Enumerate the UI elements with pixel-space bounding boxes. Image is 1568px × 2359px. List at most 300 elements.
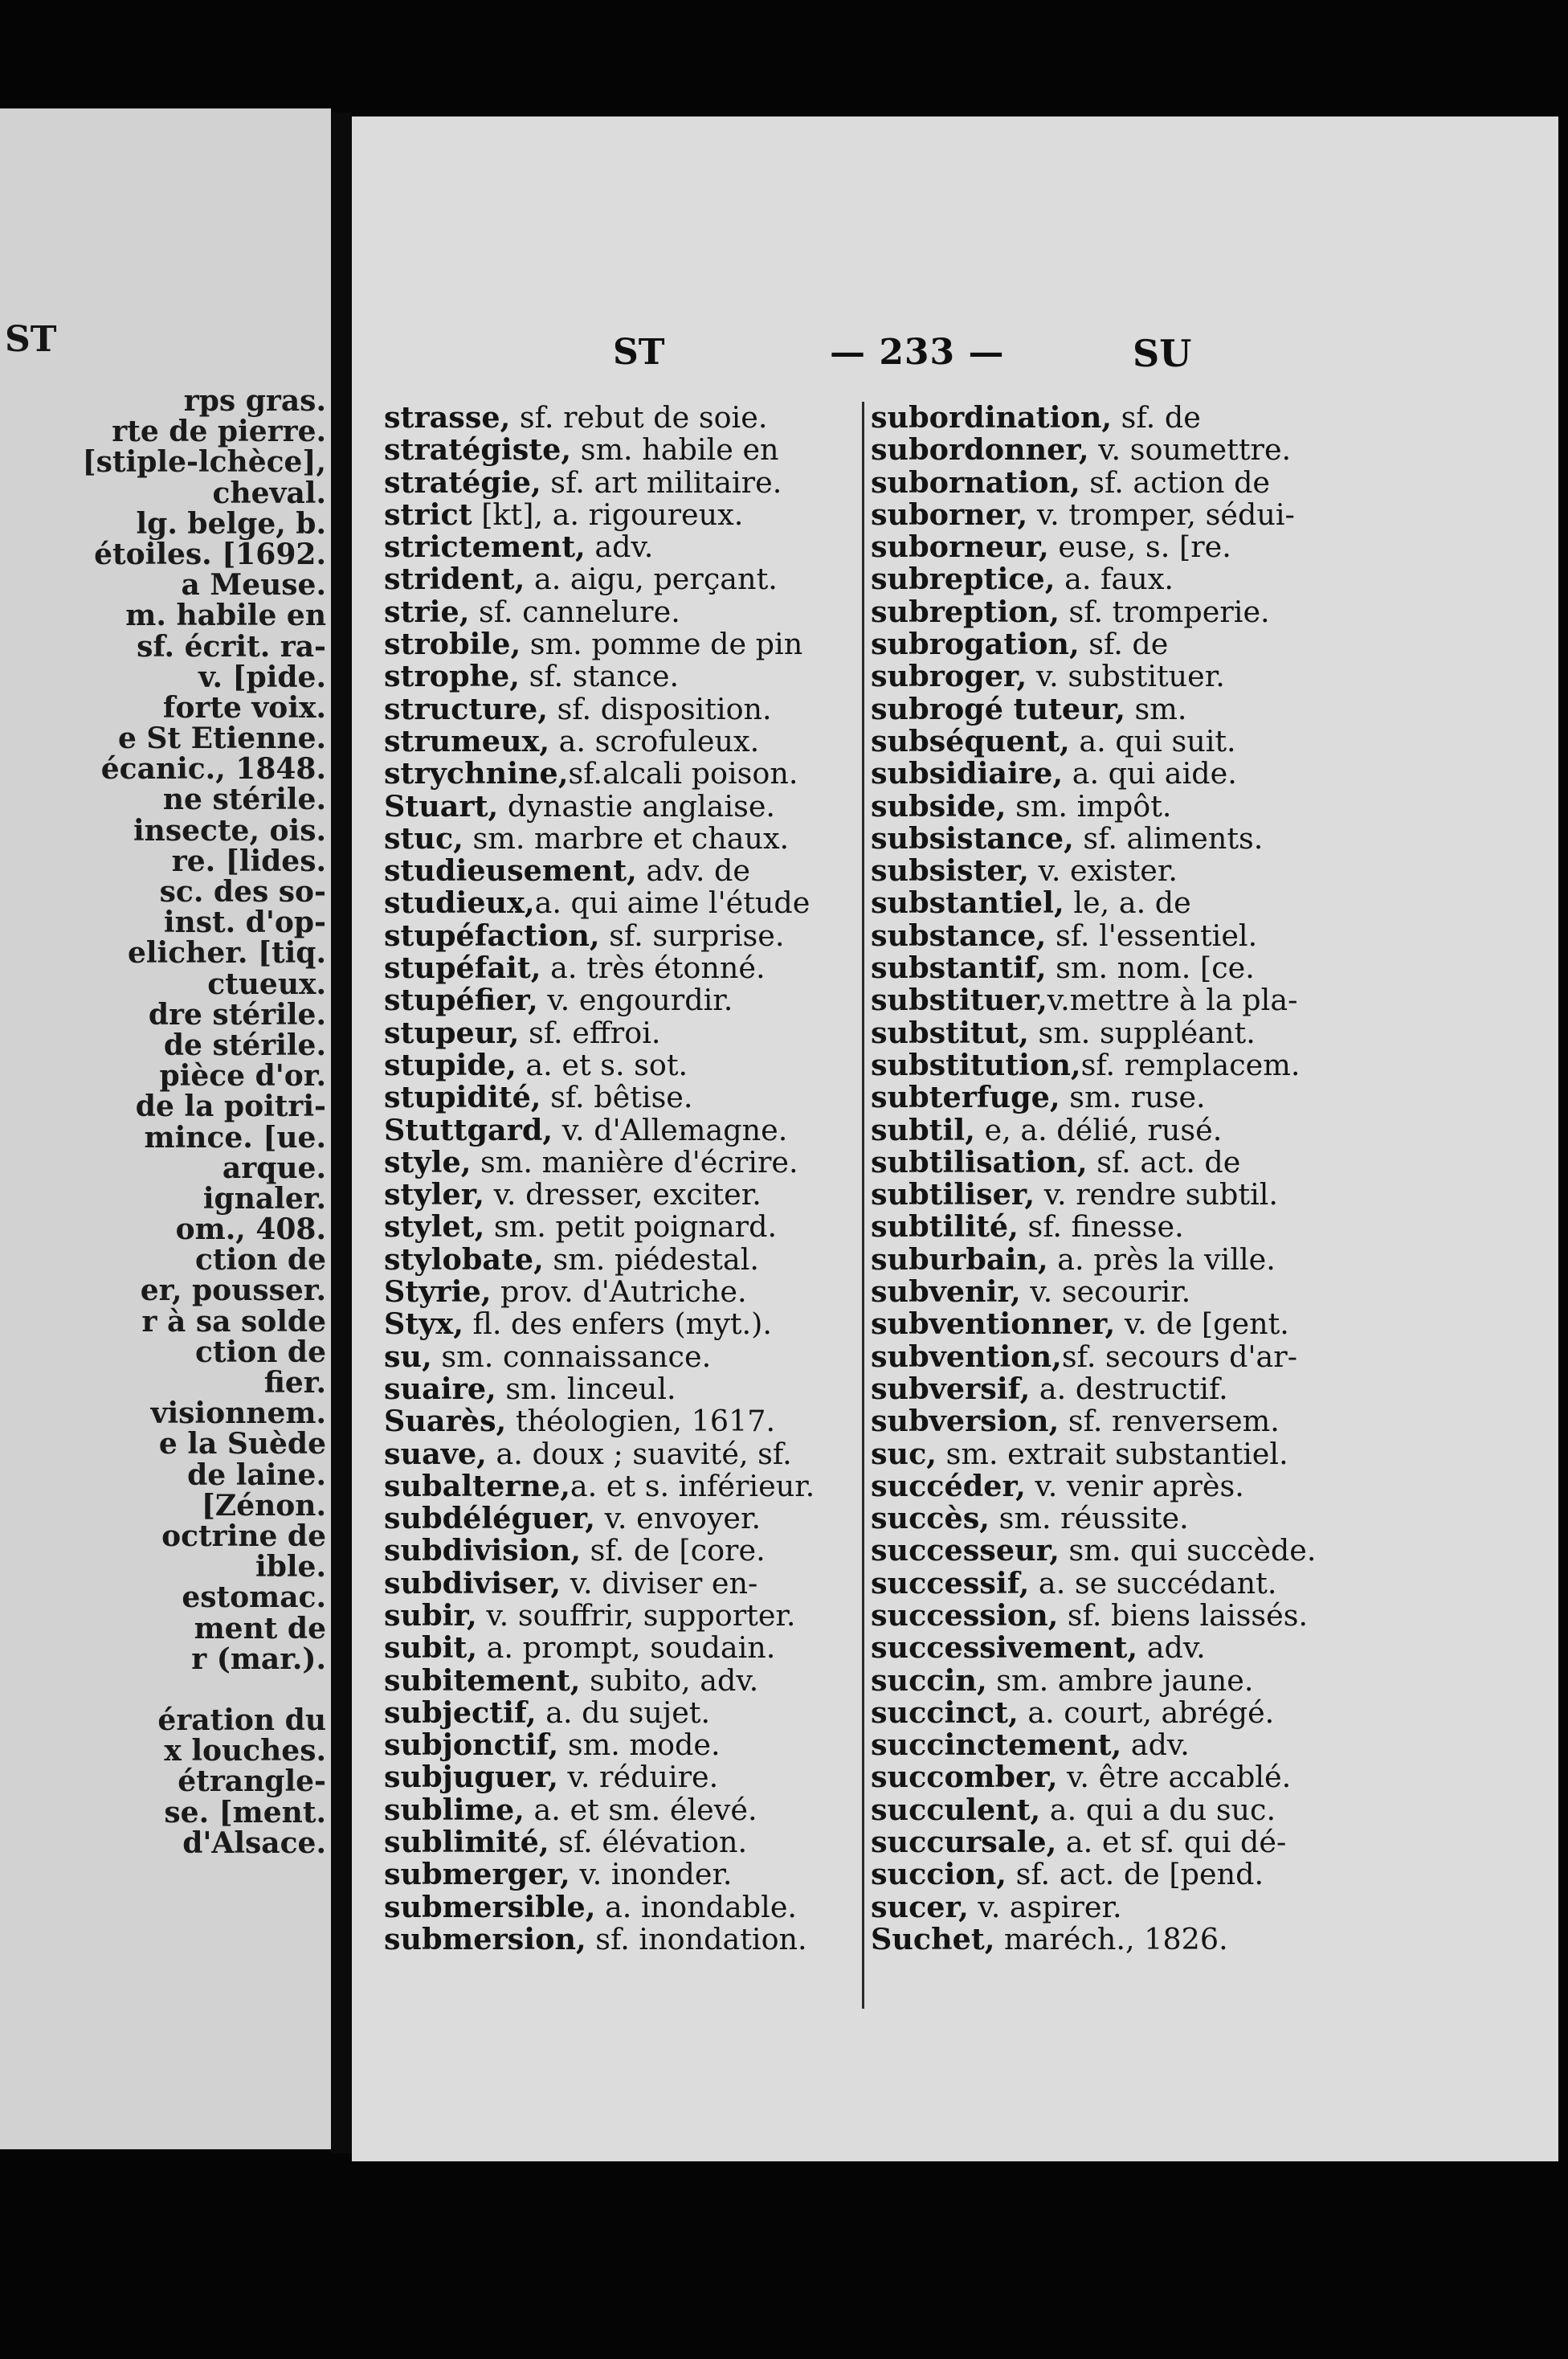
entry-definition: a. qui a du suc. bbox=[1040, 1792, 1276, 1827]
entry-headword: subside, bbox=[871, 788, 1007, 824]
dictionary-entry bbox=[384, 1276, 882, 1308]
previous-page-line: insecte, ois. bbox=[133, 813, 326, 848]
entry-headword: subreption, bbox=[871, 594, 1060, 629]
entry-headword: subalterne, bbox=[384, 1468, 570, 1503]
entry-headword: strychnine, bbox=[384, 756, 569, 791]
dictionary-entry bbox=[384, 1308, 882, 1340]
dictionary-entry bbox=[384, 563, 882, 595]
dictionary-entry bbox=[871, 1826, 1433, 1858]
entry-headword: subsister, bbox=[871, 853, 1029, 889]
page-number: — 233 — bbox=[830, 332, 1005, 373]
entry-headword: subtilisation, bbox=[871, 1144, 1088, 1180]
entry-headword: Suchet, bbox=[871, 1921, 995, 1956]
dictionary-entry bbox=[384, 1114, 882, 1147]
dictionary-entry bbox=[384, 464, 882, 500]
entry-headword: stupéfier, bbox=[384, 983, 538, 1018]
entry-headword: substitution, bbox=[871, 1047, 1081, 1082]
entry-definition: sf. effroi. bbox=[519, 1015, 661, 1050]
entry-definition: sf. renversem. bbox=[1059, 1404, 1280, 1439]
entry-headword: strophe, bbox=[384, 659, 520, 694]
entry-definition: adv. bbox=[1121, 1727, 1190, 1763]
entry-headword: succession, bbox=[871, 1597, 1059, 1633]
entry-headword: suaire, bbox=[384, 1371, 496, 1406]
dictionary-entry bbox=[384, 984, 882, 1016]
entry-definition: sf. l'essentiel. bbox=[1046, 918, 1258, 953]
entry-headword: Stuart, bbox=[384, 788, 499, 824]
previous-page-line: octrine de bbox=[161, 1519, 326, 1553]
dictionary-entry bbox=[384, 758, 882, 790]
dictionary-entry bbox=[384, 660, 882, 693]
entry-headword: subreptice, bbox=[871, 562, 1056, 597]
dictionary-entry bbox=[384, 723, 882, 758]
entry-headword: subordonner, bbox=[871, 432, 1089, 468]
previous-page-line: inst. d'op- bbox=[163, 906, 326, 940]
dictionary-entry bbox=[871, 402, 1433, 434]
entry-headword: subséquent, bbox=[871, 723, 1070, 758]
dictionary-entry bbox=[871, 1179, 1433, 1211]
dictionary-entry bbox=[871, 1858, 1433, 1891]
entry-headword: structure, bbox=[384, 691, 548, 726]
entry-headword: subjuguer, bbox=[384, 1760, 558, 1795]
previous-page-line: visionnem. bbox=[150, 1396, 326, 1431]
previous-page-line: de stérile. bbox=[163, 1028, 326, 1062]
entry-headword: succion, bbox=[871, 1857, 1007, 1892]
entry-headword: successivement, bbox=[871, 1630, 1138, 1666]
previous-page-line: pièce d'or. bbox=[159, 1059, 326, 1094]
previous-page-line: [Zénon. bbox=[201, 1488, 326, 1523]
entry-headword: Stuttgard, bbox=[384, 1112, 553, 1147]
entry-definition: v. être accablé. bbox=[1057, 1760, 1292, 1795]
entry-definition: sf. cannelure. bbox=[469, 594, 680, 629]
previous-page-line: dre stérile. bbox=[148, 997, 326, 1032]
entry-definition: sf. act. de bbox=[1087, 1144, 1241, 1180]
entry-headword: successeur, bbox=[871, 1533, 1060, 1568]
dictionary-entry bbox=[871, 1794, 1433, 1826]
entry-definition: v. de [gent. bbox=[1115, 1306, 1289, 1342]
dictionary-entry bbox=[384, 402, 882, 434]
dictionary-page bbox=[352, 117, 1558, 2161]
previous-page-line: ction de bbox=[194, 1335, 326, 1369]
dictionary-entry bbox=[871, 820, 1433, 856]
entry-headword: stuc, bbox=[384, 820, 463, 856]
dictionary-entry bbox=[871, 499, 1433, 531]
dictionary-entry bbox=[871, 464, 1433, 500]
entry-headword: substantiel, bbox=[871, 885, 1064, 921]
entry-headword: subdiviser, bbox=[384, 1565, 561, 1601]
entry-headword: stratégie, bbox=[384, 464, 541, 500]
dictionary-entry bbox=[384, 855, 882, 887]
entry-definition: sf. stance. bbox=[519, 659, 680, 694]
entry-headword: strumeux, bbox=[384, 723, 550, 758]
dictionary-entry bbox=[384, 788, 882, 824]
dictionary-entry bbox=[384, 531, 882, 563]
dictionary-entry bbox=[384, 1341, 882, 1373]
entry-headword: subroger, bbox=[871, 659, 1027, 694]
entry-definition: sm. ambre jaune. bbox=[986, 1662, 1254, 1698]
dictionary-entry bbox=[871, 693, 1433, 726]
dictionary-entry bbox=[871, 1761, 1433, 1793]
entry-definition: prov. d'Autriche. bbox=[491, 1274, 747, 1310]
entry-headword: subtil, bbox=[871, 1112, 975, 1147]
entry-headword: subventionner, bbox=[871, 1306, 1116, 1342]
entry-definition: v. dresser, exciter. bbox=[484, 1177, 762, 1212]
entry-definition: sm. pomme de pin bbox=[521, 627, 803, 662]
dictionary-entry bbox=[871, 1144, 1433, 1180]
entry-definition: sf. action de bbox=[1080, 464, 1271, 500]
dictionary-entry bbox=[871, 1341, 1433, 1373]
entry-definition: sm. habile en bbox=[571, 432, 779, 468]
entry-definition: sf. secours d'ar- bbox=[1061, 1339, 1298, 1374]
dictionary-entry bbox=[384, 887, 882, 919]
dictionary-entry bbox=[871, 1081, 1433, 1114]
column-left bbox=[384, 402, 882, 1956]
previous-page-line: rte de pierre. bbox=[112, 415, 326, 449]
dictionary-entry bbox=[384, 1858, 882, 1891]
previous-page-line: ération du bbox=[157, 1703, 326, 1738]
dictionary-entry bbox=[384, 1241, 882, 1277]
entry-headword: stupéfait, bbox=[384, 951, 541, 986]
dictionary-entry bbox=[384, 952, 882, 984]
entry-headword: successif, bbox=[871, 1565, 1030, 1601]
previous-page-line: lg. belge, b. bbox=[136, 506, 326, 541]
dictionary-entry bbox=[384, 1502, 882, 1535]
entry-headword: subir, bbox=[384, 1597, 477, 1633]
previous-page-line: ctueux. bbox=[207, 967, 326, 1001]
entry-headword: submerger, bbox=[384, 1857, 570, 1892]
entry-definition: fl. des enfers (myt.). bbox=[463, 1306, 772, 1342]
entry-headword: subvention, bbox=[871, 1339, 1062, 1374]
dictionary-entry bbox=[384, 1017, 882, 1049]
dictionary-entry bbox=[384, 1405, 882, 1437]
dictionary-entry bbox=[871, 1729, 1433, 1761]
dictionary-entry bbox=[871, 855, 1433, 887]
entry-definition: v. engourdir. bbox=[537, 983, 733, 1018]
entry-definition: sm. extrait substantiel. bbox=[937, 1436, 1288, 1471]
entry-definition: sf. tromperie. bbox=[1059, 594, 1270, 629]
entry-headword: subdéléguer, bbox=[384, 1501, 596, 1536]
previous-page-line: mince. [ue. bbox=[144, 1120, 326, 1155]
entry-definition: v. venir après. bbox=[1025, 1468, 1244, 1503]
dictionary-entry bbox=[871, 723, 1433, 758]
dictionary-entry bbox=[871, 1470, 1433, 1502]
entry-headword: succinctement, bbox=[871, 1727, 1122, 1763]
entry-definition: sf. disposition. bbox=[547, 691, 772, 726]
dictionary-entry bbox=[871, 1891, 1433, 1924]
entry-definition: a. inondable. bbox=[595, 1889, 798, 1924]
previous-page-line: x louches. bbox=[164, 1734, 326, 1768]
entry-headword: subjectif, bbox=[384, 1695, 537, 1730]
entry-headword: stupéfaction, bbox=[384, 918, 600, 953]
entry-headword: subdivision, bbox=[384, 1533, 582, 1568]
entry-headword: subitement, bbox=[384, 1662, 581, 1698]
dictionary-entry bbox=[384, 1697, 882, 1729]
dictionary-entry bbox=[384, 1826, 882, 1858]
entry-headword: Suarès, bbox=[384, 1404, 507, 1439]
dictionary-entry bbox=[384, 1211, 882, 1243]
entry-definition: v. inonder. bbox=[570, 1857, 733, 1892]
entry-definition: sm. bbox=[1125, 691, 1187, 726]
dictionary-entry bbox=[384, 1373, 882, 1405]
previous-page-line: étrangle- bbox=[178, 1764, 326, 1799]
entry-headword: succomber, bbox=[871, 1760, 1058, 1795]
entry-definition: a. prompt, soudain. bbox=[477, 1630, 776, 1666]
dictionary-entry bbox=[384, 1470, 882, 1502]
previous-page-line: ment de bbox=[194, 1611, 326, 1646]
dictionary-entry bbox=[871, 1502, 1433, 1535]
entry-definition: dynastie anglaise. bbox=[498, 788, 776, 824]
entry-definition: sm. piédestal. bbox=[543, 1241, 759, 1277]
entry-headword: subrogation, bbox=[871, 627, 1080, 662]
dictionary-entry bbox=[871, 920, 1433, 952]
entry-definition: sf. rebut de soie. bbox=[510, 400, 768, 435]
entry-headword: studieusement, bbox=[384, 853, 637, 889]
entry-headword: Styx, bbox=[384, 1306, 463, 1342]
previous-page-line: d'Alsace. bbox=[182, 1825, 326, 1860]
entry-headword: suborner, bbox=[871, 497, 1028, 532]
entry-definition: [kt], a. rigoureux. bbox=[472, 497, 744, 532]
entry-definition: sf. art militaire. bbox=[541, 464, 782, 500]
entry-headword: strident, bbox=[384, 562, 525, 597]
entry-definition: a. court, abrégé. bbox=[1018, 1695, 1275, 1730]
previous-page-line: e St Etienne. bbox=[117, 722, 326, 756]
entry-headword: suave, bbox=[384, 1436, 487, 1471]
entry-headword: stupidité, bbox=[384, 1080, 541, 1115]
entry-definition: adv. bbox=[1137, 1630, 1206, 1666]
dictionary-entry bbox=[871, 1017, 1433, 1049]
entry-definition: sm. petit poignard. bbox=[484, 1209, 778, 1245]
entry-headword: stylobate, bbox=[384, 1241, 544, 1277]
entry-headword: style, bbox=[384, 1144, 472, 1180]
previous-page-line: de laine. bbox=[187, 1458, 326, 1492]
entry-headword: styler, bbox=[384, 1177, 484, 1212]
entry-definition: a. faux. bbox=[1055, 562, 1174, 597]
previous-page-line: v. [pide. bbox=[198, 660, 326, 694]
dictionary-entry bbox=[871, 628, 1433, 660]
previous-page-line: ignaler. bbox=[202, 1181, 326, 1216]
entry-headword: succéder, bbox=[871, 1468, 1026, 1503]
entry-headword: strictement, bbox=[384, 529, 586, 565]
previous-page-line: rps gras. bbox=[183, 384, 326, 418]
dictionary-entry bbox=[871, 1438, 1433, 1470]
entry-definition: a. destructif. bbox=[1030, 1371, 1228, 1406]
entry-headword: substance, bbox=[871, 918, 1047, 953]
entry-definition: sf. de [core. bbox=[581, 1533, 766, 1568]
entry-headword: sucer, bbox=[871, 1889, 969, 1924]
dictionary-entry bbox=[384, 1632, 882, 1664]
column-right bbox=[871, 402, 1433, 1956]
entry-definition: sf. inondation. bbox=[586, 1921, 807, 1956]
entry-headword: suc, bbox=[871, 1436, 937, 1471]
previous-page-line: de la poitri- bbox=[135, 1090, 326, 1124]
entry-headword: subjonctif, bbox=[384, 1727, 559, 1763]
entry-headword: subtilité, bbox=[871, 1209, 1019, 1245]
entry-headword: subversion, bbox=[871, 1404, 1060, 1439]
previous-page-line: cheval. bbox=[212, 476, 326, 510]
previous-page-line bbox=[0, 1674, 326, 1705]
entry-definition: a. près la ville. bbox=[1047, 1241, 1276, 1277]
dictionary-entry bbox=[384, 1729, 882, 1761]
previous-page-line: r à sa solde bbox=[141, 1304, 326, 1339]
entry-definition: sm. connaissance. bbox=[431, 1339, 712, 1374]
entry-headword: succinct, bbox=[871, 1695, 1019, 1730]
dictionary-entry bbox=[871, 984, 1433, 1016]
entry-headword: substantif, bbox=[871, 951, 1047, 986]
entry-definition: sm. suppléant. bbox=[1028, 1015, 1256, 1050]
entry-definition: sf. bêtise. bbox=[541, 1080, 693, 1115]
entry-definition: sm. linceul. bbox=[496, 1371, 676, 1406]
dictionary-entry bbox=[871, 1632, 1433, 1664]
entry-definition: sf. de bbox=[1079, 627, 1169, 662]
entry-headword: substitut, bbox=[871, 1015, 1029, 1050]
dictionary-entry bbox=[871, 1049, 1433, 1081]
dictionary-entry bbox=[384, 1179, 882, 1211]
entry-headword: subsidiaire, bbox=[871, 756, 1064, 791]
dictionary-entry bbox=[871, 596, 1433, 628]
entry-headword: sublime, bbox=[384, 1792, 525, 1827]
previous-page-line: arque. bbox=[222, 1151, 326, 1185]
dictionary-entry bbox=[871, 952, 1433, 984]
entry-headword: subterfuge, bbox=[871, 1080, 1060, 1115]
previous-page-line: e la Suède bbox=[158, 1427, 326, 1462]
entry-definition: v.mettre à la pla- bbox=[1047, 983, 1298, 1018]
entry-headword: subit, bbox=[384, 1630, 478, 1666]
previous-page-line: ction de bbox=[194, 1243, 326, 1278]
entry-definition: sm. manière d'écrire. bbox=[471, 1144, 798, 1180]
entry-definition: e, a. délié, rusé. bbox=[974, 1112, 1223, 1147]
entry-definition: v. réduire. bbox=[557, 1760, 719, 1795]
entry-definition: sf. act. de [pend. bbox=[1007, 1857, 1264, 1892]
entry-definition: a. du sujet. bbox=[536, 1695, 711, 1730]
entry-definition: le, a. de bbox=[1064, 885, 1191, 921]
previous-page-text bbox=[0, 386, 326, 1858]
dictionary-entry bbox=[384, 693, 882, 726]
dictionary-entry bbox=[384, 1144, 882, 1180]
entry-definition: sm. marbre et chaux. bbox=[463, 820, 790, 856]
entry-definition: a. qui aide. bbox=[1063, 756, 1237, 791]
entry-headword: strie, bbox=[384, 594, 470, 629]
previous-page-line: ible. bbox=[255, 1550, 326, 1584]
entry-definition: a. se succédant. bbox=[1029, 1565, 1277, 1601]
entry-definition: a. et sm. élevé. bbox=[524, 1792, 757, 1827]
entry-definition: sf. élévation. bbox=[549, 1825, 748, 1860]
entry-definition: sf. aliments. bbox=[1073, 820, 1264, 856]
entry-headword: submersible, bbox=[384, 1889, 596, 1924]
entry-headword: su, bbox=[384, 1339, 432, 1374]
entry-headword: succursale, bbox=[871, 1825, 1057, 1860]
dictionary-entry bbox=[871, 1697, 1433, 1729]
entry-headword: strasse, bbox=[384, 400, 511, 435]
dictionary-entry bbox=[871, 788, 1433, 824]
entry-definition: a. qui suit. bbox=[1069, 723, 1236, 758]
entry-headword: suborneur, bbox=[871, 529, 1049, 565]
dictionary-entry bbox=[384, 1081, 882, 1114]
previous-page-line: m. habile en bbox=[125, 599, 326, 633]
entry-definition: sm. ruse. bbox=[1060, 1080, 1206, 1115]
previous-page-line: r (mar.). bbox=[191, 1641, 326, 1676]
dictionary-entry bbox=[871, 1535, 1433, 1567]
entry-headword: sublimité, bbox=[384, 1825, 549, 1860]
previous-page-line: étoiles. [1692. bbox=[94, 537, 326, 571]
dictionary-entry bbox=[871, 1114, 1433, 1147]
entry-definition: sm. mode. bbox=[558, 1727, 721, 1763]
dictionary-entry bbox=[871, 1662, 1433, 1698]
previous-page-line: [stiple-lchèce], bbox=[82, 445, 326, 480]
entry-definition: v. diviser en- bbox=[561, 1565, 758, 1601]
entry-headword: stratégiste, bbox=[384, 432, 572, 468]
entry-definition: sm. impôt. bbox=[1006, 788, 1172, 824]
previous-page-line: se. [ment. bbox=[164, 1795, 326, 1830]
entry-definition: a. doux ; suavité, sf. bbox=[486, 1436, 792, 1471]
dictionary-entry bbox=[871, 1211, 1433, 1243]
previous-page-line: écanic., 1848. bbox=[100, 752, 326, 787]
dictionary-entry bbox=[871, 1597, 1433, 1633]
dictionary-entry bbox=[871, 887, 1433, 919]
entry-headword: succès, bbox=[871, 1501, 990, 1536]
entry-definition: sm. nom. [ce. bbox=[1046, 951, 1255, 986]
dictionary-entry bbox=[384, 1049, 882, 1081]
entry-definition: maréch., 1826. bbox=[994, 1921, 1228, 1956]
entry-definition: a. et s. inférieur. bbox=[570, 1468, 815, 1503]
dictionary-entry bbox=[871, 1308, 1433, 1340]
entry-headword: Styrie, bbox=[384, 1274, 492, 1310]
previous-page-line: forte voix. bbox=[162, 690, 326, 725]
entry-headword: subvenir, bbox=[871, 1274, 1021, 1310]
previous-page-line: fier. bbox=[263, 1366, 326, 1400]
previous-page-line: sc. des so- bbox=[159, 875, 326, 909]
entry-definition: v. exister. bbox=[1028, 853, 1178, 889]
dictionary-entry bbox=[871, 1276, 1433, 1308]
previous-page-line: re. [lides. bbox=[171, 844, 326, 878]
dictionary-entry bbox=[384, 1761, 882, 1793]
entry-definition: théologien, 1617. bbox=[506, 1404, 776, 1439]
dictionary-entry bbox=[384, 596, 882, 628]
dictionary-entry bbox=[871, 758, 1433, 790]
entry-headword: subordination, bbox=[871, 400, 1113, 435]
entry-headword: subversif, bbox=[871, 1371, 1031, 1406]
entry-definition: adv. bbox=[585, 529, 654, 565]
entry-headword: substituer, bbox=[871, 983, 1047, 1018]
entry-definition: v. tromper, sédui- bbox=[1027, 497, 1295, 532]
previous-page-line: sf. écrit. ra- bbox=[137, 629, 326, 664]
dictionary-entry bbox=[384, 1794, 882, 1826]
entry-definition: v. souffrir, supporter. bbox=[476, 1597, 796, 1633]
entry-definition: euse, s. [re. bbox=[1048, 529, 1231, 565]
dictionary-entry bbox=[871, 434, 1433, 466]
previous-page-fragment bbox=[0, 108, 331, 2149]
previous-page-line: elicher. [tiq. bbox=[127, 936, 326, 971]
previous-page-line: er, pousser. bbox=[140, 1274, 326, 1308]
dictionary-entry bbox=[871, 531, 1433, 563]
entry-definition: a. scrofuleux. bbox=[549, 723, 760, 758]
dictionary-entry bbox=[871, 1373, 1433, 1405]
dictionary-entry bbox=[384, 920, 882, 952]
entry-headword: strobile, bbox=[384, 627, 521, 662]
entry-headword: subsistance, bbox=[871, 820, 1074, 856]
entry-definition: a. très étonné. bbox=[541, 951, 766, 986]
dictionary-entry bbox=[871, 660, 1433, 693]
entry-headword: subrogé tuteur, bbox=[871, 691, 1125, 726]
dictionary-entry bbox=[384, 1891, 882, 1924]
entry-definition: adv. de bbox=[636, 853, 751, 889]
previous-page-header: ST bbox=[5, 319, 57, 360]
entry-headword: succulent, bbox=[871, 1792, 1041, 1827]
entry-headword: stylet, bbox=[384, 1209, 485, 1245]
entry-headword: submersion, bbox=[384, 1921, 586, 1956]
previous-page-line: estomac. bbox=[182, 1580, 326, 1615]
entry-definition: sf. finesse. bbox=[1018, 1209, 1184, 1245]
entry-headword: studieux, bbox=[384, 885, 535, 921]
dictionary-entry bbox=[384, 1921, 882, 1956]
